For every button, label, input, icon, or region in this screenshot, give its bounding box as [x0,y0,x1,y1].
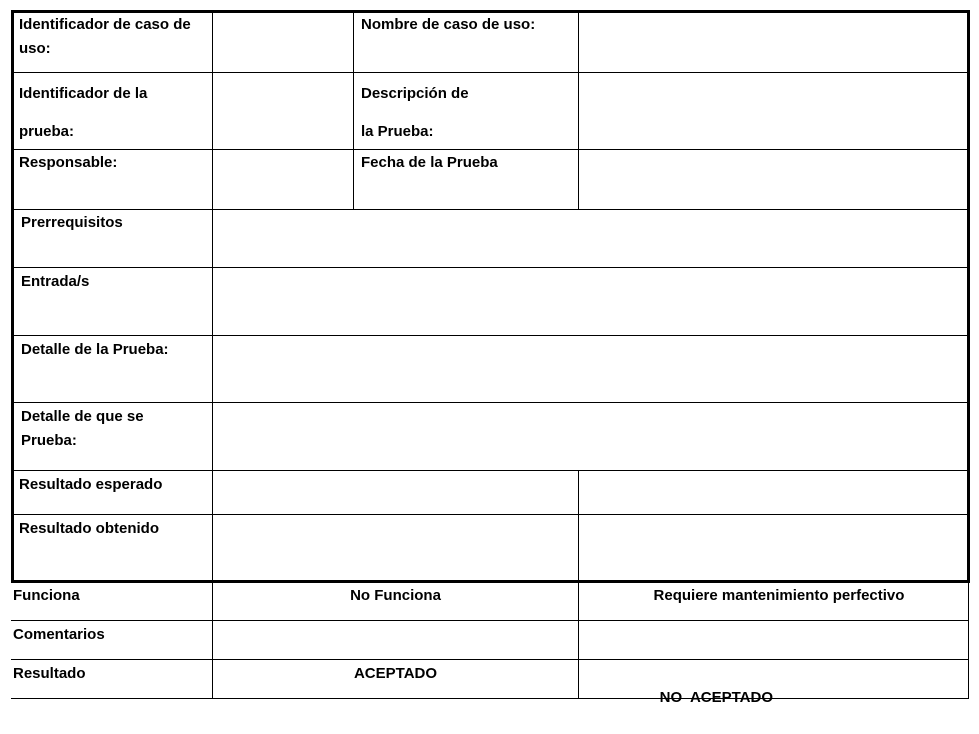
use-case-id-field[interactable] [213,13,353,72]
expected-result-field[interactable] [213,471,578,514]
responsible-label: Responsable: [19,154,118,171]
tested-detail-field[interactable] [213,403,967,470]
works-option[interactable]: Funciona [13,587,80,604]
not-works-option[interactable]: No Funciona [350,587,441,604]
prerequisites-field[interactable] [213,210,967,267]
use-case-name-label: Nombre de caso de uso: [361,16,536,33]
comments-field[interactable] [213,621,968,659]
comments-label: Comentarios [13,626,105,643]
form-bottom-border [11,698,969,699]
use-case-id-label: Identificador de caso de uso: [19,16,191,57]
use-case-name-field[interactable] [579,13,967,72]
form-right-border [967,10,970,583]
expected-result-extra-field[interactable] [579,471,967,514]
obtained-result-extra-field[interactable] [579,515,967,580]
test-id-label: Identificador de la prueba: [19,85,148,140]
section-divider [11,580,970,583]
accepted-option[interactable]: ACEPTADO [353,665,438,682]
test-description-label: Descripción de la Prueba: [361,85,469,140]
test-date-label: Fecha de la Prueba [361,154,498,171]
obtained-result-label: Resultado obtenido [19,520,159,537]
test-description-field[interactable] [579,73,967,149]
responsible-field[interactable] [213,150,353,209]
obtained-result-field[interactable] [213,515,578,580]
inputs-label: Entrada/s [21,273,90,290]
result-label: Resultado [13,665,86,682]
requires-maintenance-option[interactable]: Requiere mantenimiento perfectivo [653,587,905,604]
test-detail-label: Detalle de la Prueba: [21,341,169,358]
expected-result-label: Resultado esperado [19,476,163,493]
not-accepted-option[interactable]: NO ACEPTADO [659,689,774,706]
inputs-field[interactable] [213,268,967,335]
test-id-field[interactable] [213,73,353,149]
row-divider [11,659,969,660]
prerequisites-label: Prerrequisitos [21,214,123,231]
tested-detail-label: Detalle de que se Prueba: [21,408,144,449]
test-date-field[interactable] [579,150,967,209]
test-detail-field[interactable] [213,336,967,402]
